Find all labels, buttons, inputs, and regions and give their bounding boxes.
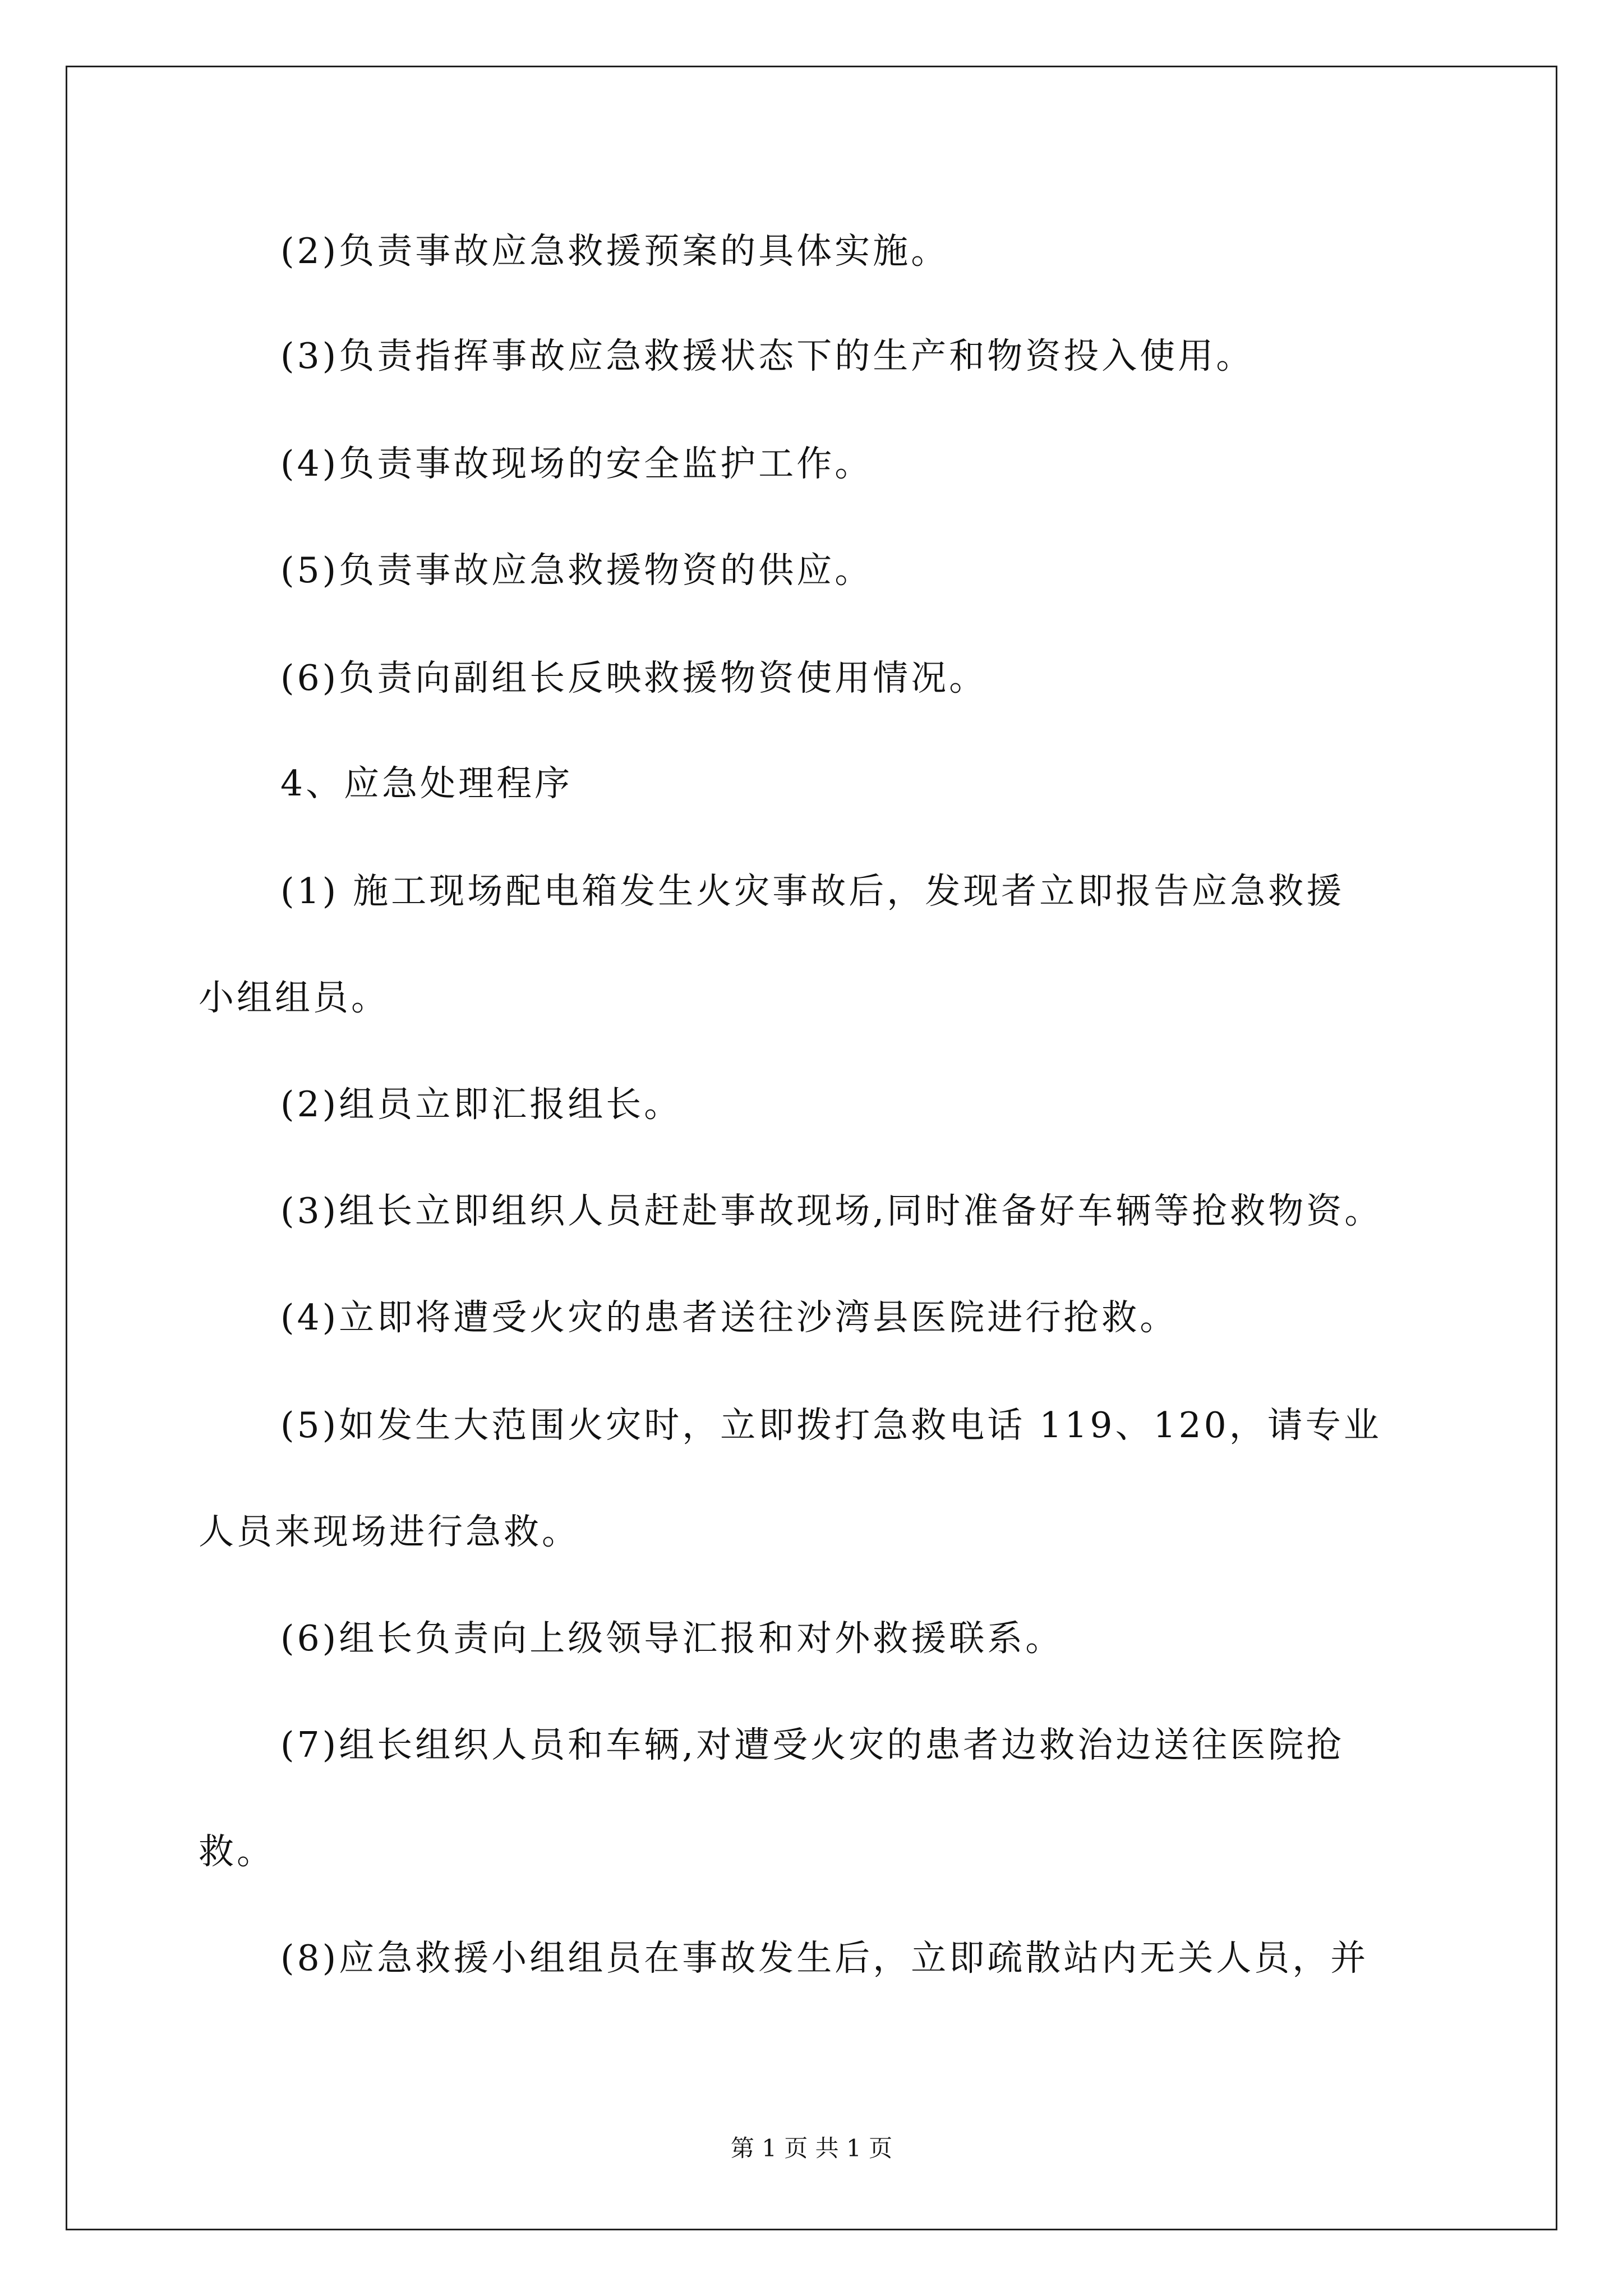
paragraph-line: (5)如发生大范围火灾时，立即拨打急救电话 119、120，请专业 [280, 1405, 1382, 1446]
paragraph-line: (6)负责向副组长反映救援物资使用情况。 [280, 657, 988, 698]
paragraph-line: (4)负责事故现场的安全监护工作。 [280, 443, 873, 484]
paragraph-line: (3)组长立即组织人员赶赴事故现场,同时准备好车辆等抢救物资。 [280, 1190, 1383, 1231]
paragraph-line: (2)负责事故应急救援预案的具体实施。 [280, 231, 949, 272]
paragraph-line: (5)负责事故应急救援物资的供应。 [280, 550, 873, 591]
paragraph-line: (8)应急救援小组组员在事故发生后，立即疏散站内无关人员，并 [280, 1938, 1369, 1978]
paragraph-line: (2)组员立即汇报组长。 [280, 1084, 683, 1125]
paragraph-line: (6)组长负责向上级领导汇报和对外救援联系。 [280, 1618, 1064, 1659]
paragraph-line: 人员来现场进行急救。 [199, 1511, 580, 1552]
paragraph-line: (1) 施工现场配电箱发生火灾事故后，发现者立即报告应急救援 [280, 871, 1345, 912]
page-border [66, 66, 1557, 2230]
page-footer: 第 1 页 共 1 页 [730, 2134, 893, 2162]
paragraph-line: 小组组员。 [199, 977, 389, 1018]
paragraph-line: 救。 [199, 1831, 275, 1872]
section-heading: 4、应急处理程序 [280, 763, 573, 804]
paragraph-line: (7)组长组织人员和车辆,对遭受火灾的患者边救治边送往医院抢 [280, 1724, 1345, 1765]
paragraph-line: (3)负责指挥事故应急救援状态下的生产和物资投入使用。 [280, 335, 1255, 376]
paragraph-line: (4)立即将遭受火灾的患者送往沙湾县医院进行抢救。 [280, 1297, 1178, 1338]
